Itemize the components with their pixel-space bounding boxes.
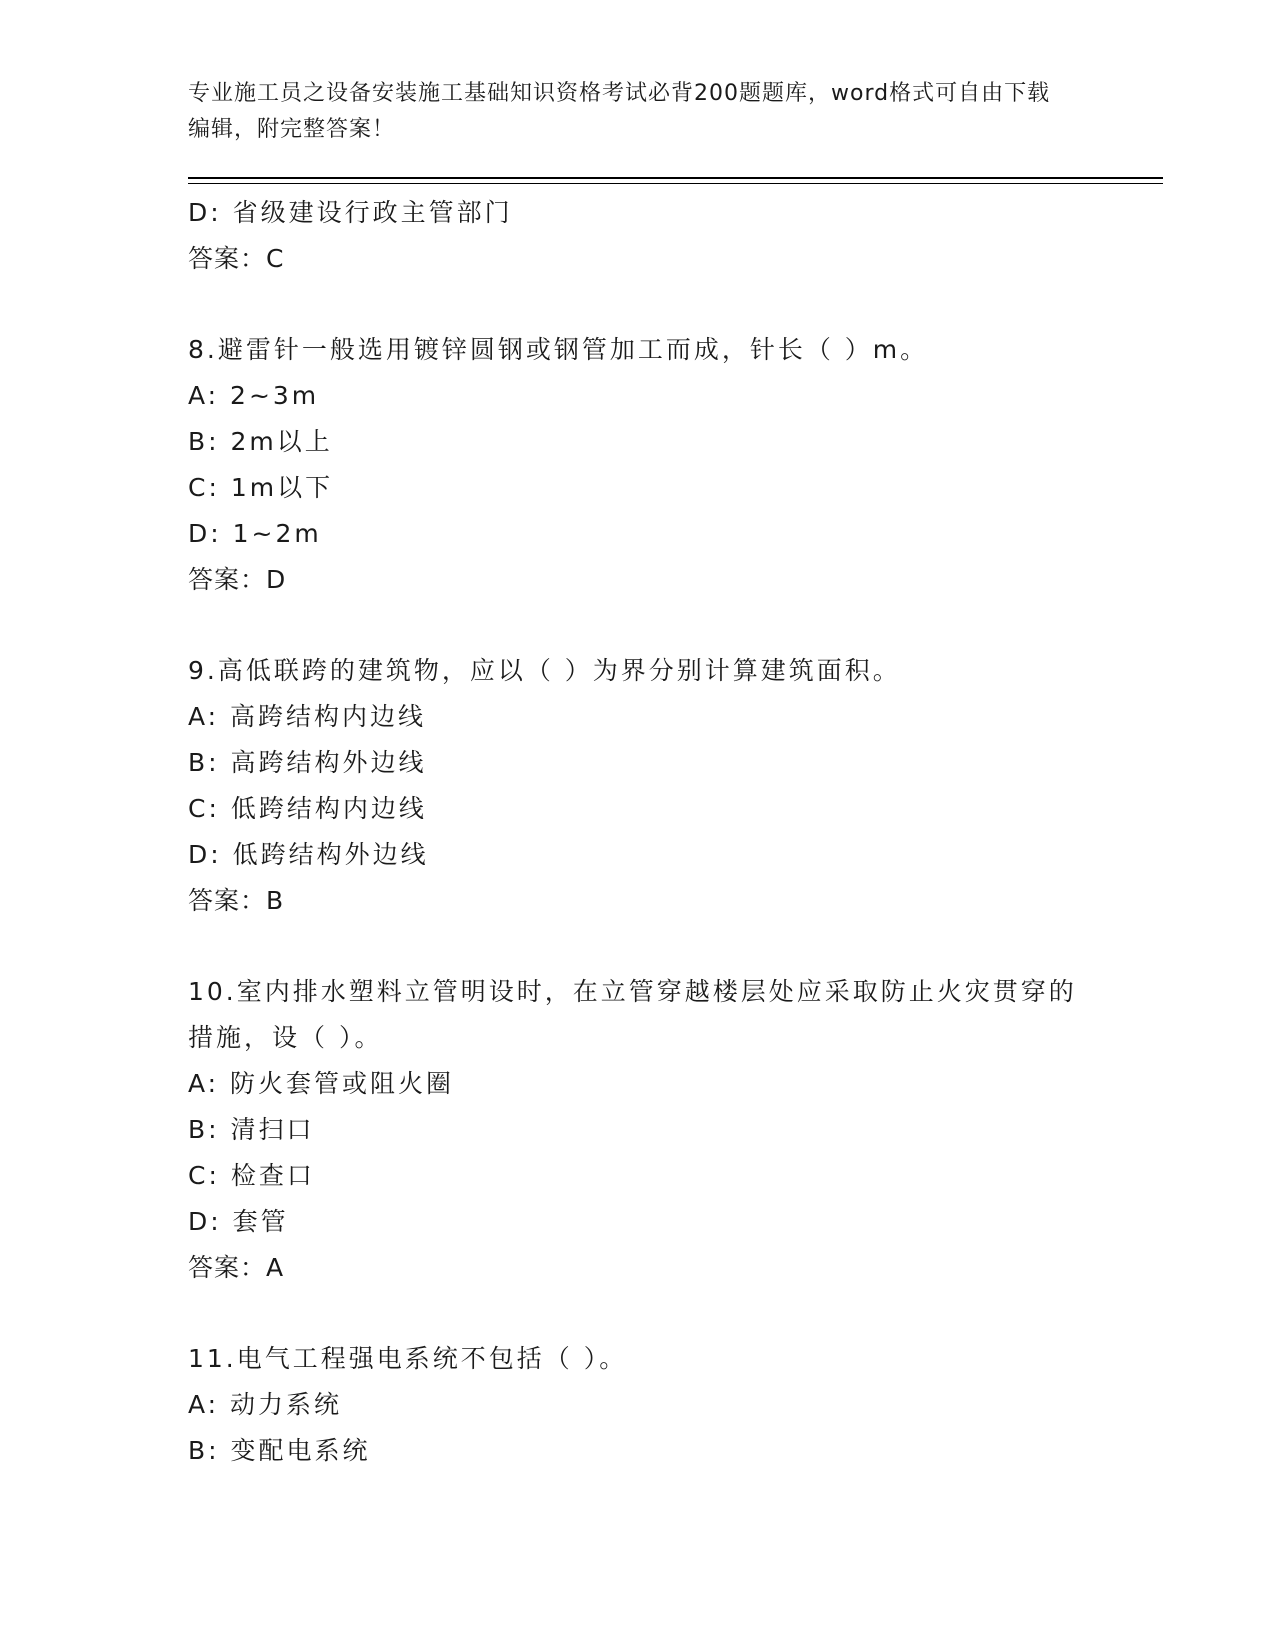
header-divider-thin xyxy=(188,183,1163,184)
q7-option-d: D: 省级建设行政主管部门 xyxy=(188,198,513,227)
q11-option-b: B: 变配电系统 xyxy=(188,1436,371,1465)
q9-answer: 答案：B xyxy=(188,886,285,915)
q8-option-b: B: 2m以上 xyxy=(188,427,333,456)
q8-answer: 答案：D xyxy=(188,565,287,594)
document-title: 专业施工员之设备安装施工基础知识资格考试必背200题题库，word格式可自由下载编辑，附完整答案！ xyxy=(188,81,1051,142)
q11-stem: 11.电气工程强电系统不包括（ ）。 xyxy=(188,1344,628,1373)
q9-option-a: A: 高跨结构内边线 xyxy=(188,702,427,731)
q10-option-a: A: 防火套管或阻火圈 xyxy=(188,1069,455,1098)
q8-option-d: D: 1~2m xyxy=(188,519,322,548)
q9-option-d: D: 低跨结构外边线 xyxy=(188,840,429,869)
header-divider-thick xyxy=(188,177,1163,179)
q9-option-b: B: 高跨结构外边线 xyxy=(188,748,427,777)
q8-option-a: A: 2~3m xyxy=(188,381,320,410)
q10-answer: 答案：A xyxy=(188,1253,285,1282)
q8-option-c: C: 1m以下 xyxy=(188,473,334,502)
q9-option-c: C: 低跨结构内边线 xyxy=(188,794,427,823)
q10-option-d: D: 套管 xyxy=(188,1207,289,1236)
q11-option-a: A: 动力系统 xyxy=(188,1390,343,1419)
q8-stem: 8.避雷针一般选用镀锌圆钢或钢管加工而成，针长（ ）m。 xyxy=(188,335,929,364)
question-list xyxy=(188,190,1148,1474)
q9-stem: 9.高低联跨的建筑物，应以（ ）为界分别计算建筑面积。 xyxy=(188,656,901,685)
q10-option-b: B: 清扫口 xyxy=(188,1115,315,1144)
q10-option-c: C: 检查口 xyxy=(188,1161,315,1190)
q10-stem: 10.室内排水塑料立管明设时，在立管穿越楼层处应采取防止火灾贯穿的措施，设（ ）。 xyxy=(188,977,1077,1052)
q7-answer: 答案：C xyxy=(188,244,285,273)
